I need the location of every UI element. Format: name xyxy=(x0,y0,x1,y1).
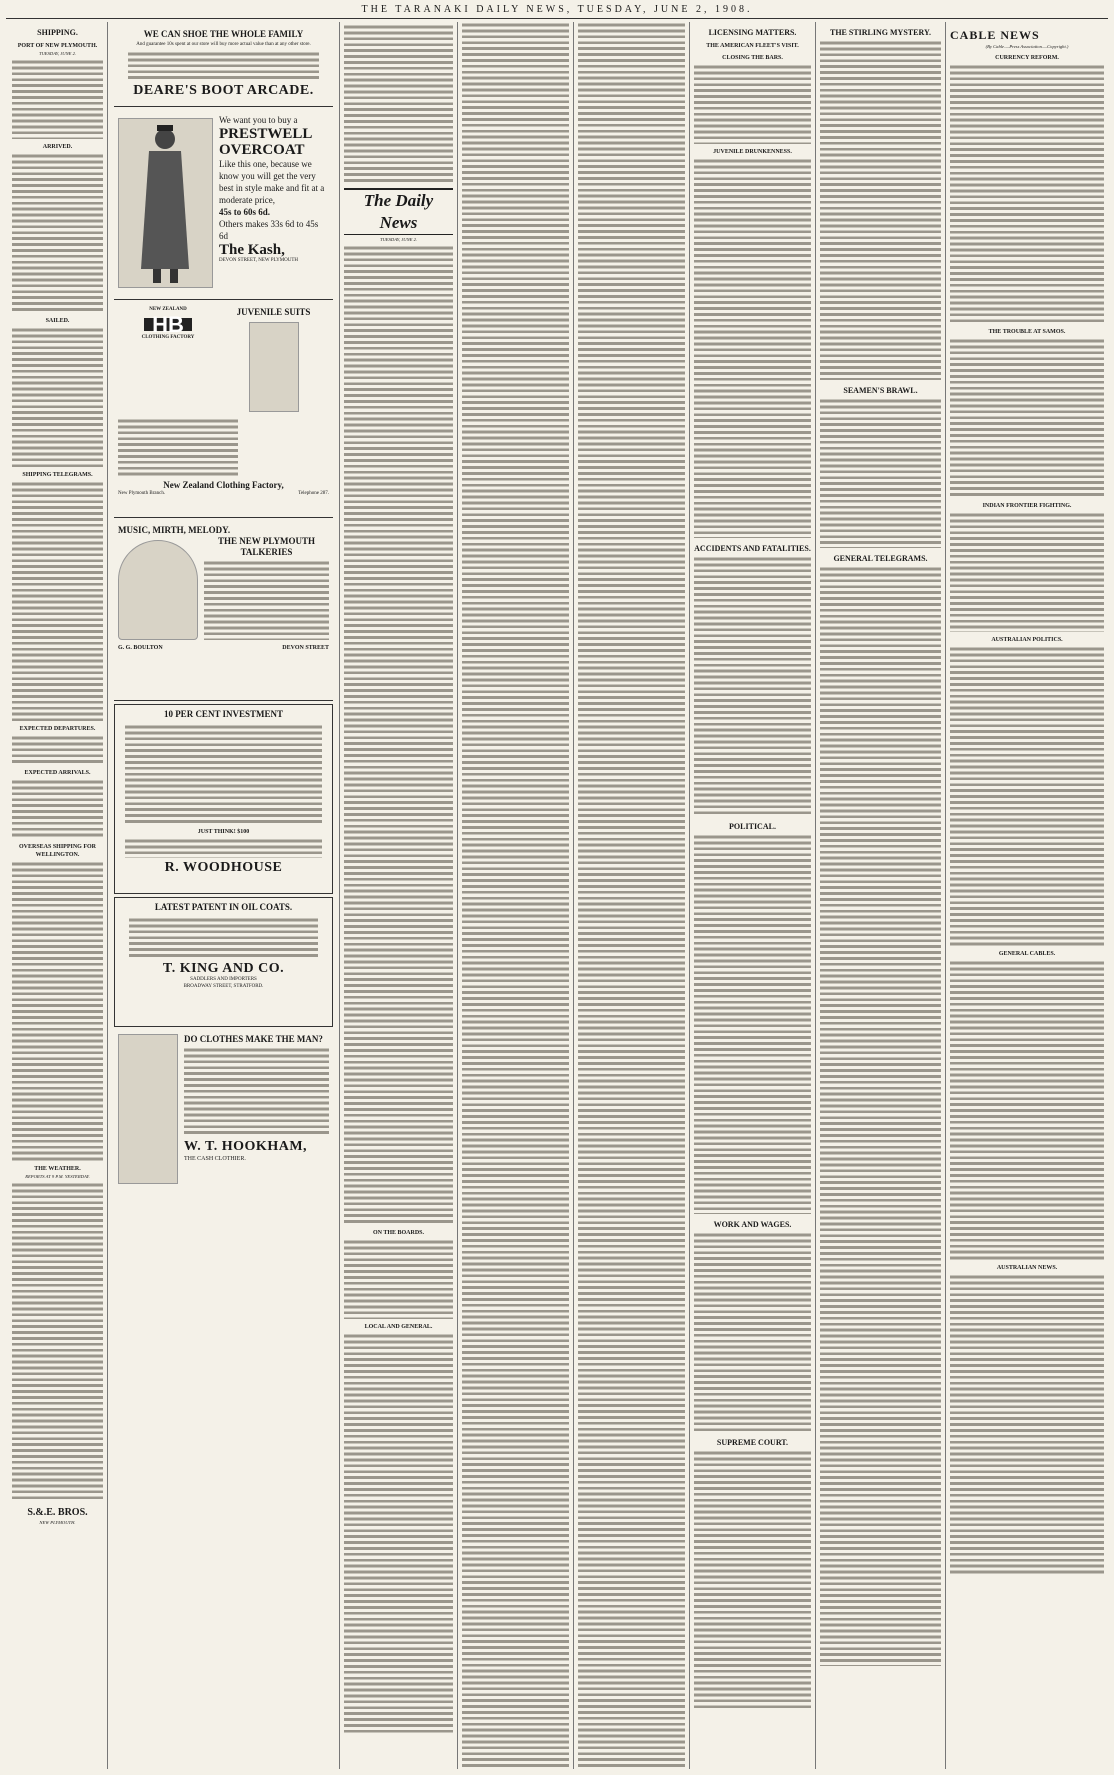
clothier-illustration xyxy=(118,1034,178,1184)
frontier-text xyxy=(950,512,1104,632)
editorial-text xyxy=(344,245,453,1225)
local-text xyxy=(344,1333,453,1733)
weather-heading: THE WEATHER. xyxy=(34,1166,81,1172)
arrivals-text xyxy=(12,779,103,839)
investment-title: 10 PER CENT INVESTMENT xyxy=(163,709,284,719)
shipping-column xyxy=(8,22,108,1769)
kash-address: DEVON STREET, NEW PLYMOUTH xyxy=(219,258,299,263)
king-sub: SADDLERS AND IMPORTERS xyxy=(190,977,257,982)
closing-heading: CLOSING THE BARS. xyxy=(722,55,783,61)
date-line: TUESDAY, JUNE 2. xyxy=(38,51,77,56)
kash-line1: We want you to buy a xyxy=(219,115,298,125)
expected-arrivals-heading: EXPECTED ARRIVALS. xyxy=(24,770,91,776)
cable-news-heading: CABLE NEWS xyxy=(950,28,1040,42)
telegrams-text xyxy=(12,481,103,721)
nzcf-title: New Zealand Clothing Factory, xyxy=(163,480,284,490)
clothes-title: DO CLOTHES MAKE THE MAN? xyxy=(184,1034,323,1044)
currency-reform-heading: CURRENCY REFORM. xyxy=(995,55,1059,61)
hookham-ad xyxy=(114,1030,333,1210)
fleets-heading: THE AMERICAN FLEET'S VISIT. xyxy=(706,43,799,49)
on-the-boards-heading: ON THE BOARDS. xyxy=(372,1230,425,1236)
arrived-text xyxy=(12,153,103,313)
licensing-text xyxy=(694,158,811,538)
tide-table xyxy=(12,59,103,139)
advertisements-column xyxy=(108,22,340,1769)
cable-news-sub: (By Cable.—Press Association.—Copyright.) xyxy=(985,44,1069,49)
weather-text xyxy=(12,1182,103,1502)
patent-title: LATEST PATENT IN OIL COATS. xyxy=(154,902,293,912)
general-cables-heading: GENERAL CABLES. xyxy=(998,951,1056,957)
news-column-2 xyxy=(816,22,946,1769)
australian-news-text xyxy=(950,1274,1104,1574)
kash-ad xyxy=(114,110,333,300)
supreme-court-text xyxy=(694,1450,811,1710)
notices-text xyxy=(344,24,453,184)
aus-politics-text xyxy=(950,646,1104,946)
news-column-1 xyxy=(690,22,816,1769)
currency-text xyxy=(950,64,1104,324)
nzcf-phone: Telephone 287. xyxy=(298,491,329,496)
hb-logo: HB xyxy=(144,318,192,332)
kash-product: PRESTWELL OVERCOAT xyxy=(219,126,312,158)
stirling-text xyxy=(820,40,941,380)
indian-frontier-heading: INDIAN FRONTIER FIGHTING. xyxy=(982,503,1072,509)
hookham-sub: THE CASH CLOTHIER. xyxy=(184,1156,246,1162)
general-telegrams-heading: GENERAL TELEGRAMS. xyxy=(833,554,928,563)
boulton-street: DEVON STREET xyxy=(282,645,329,651)
deare-ad xyxy=(114,25,333,107)
political-heading: POLITICAL. xyxy=(729,822,776,831)
port-heading: PORT OF NEW PLYMOUTH. xyxy=(17,43,98,49)
nzcf-text xyxy=(118,418,238,478)
hookham-name: W. T. HOOKHAM, xyxy=(184,1139,308,1154)
australian-politics-heading: AUSTRALIAN POLITICS. xyxy=(991,637,1063,643)
accidents-text xyxy=(694,556,811,816)
investment-just: JUST THINK! $100 xyxy=(197,829,250,835)
telegrams-body-text xyxy=(820,566,941,1666)
licensing-heading: LICENSING MATTERS. xyxy=(708,28,797,37)
music-title: MUSIC, MIRTH, MELODY. xyxy=(118,525,231,535)
telegrams-heading: SHIPPING TELEGRAMS. xyxy=(22,472,93,478)
hb-factory: CLOTHING FACTORY xyxy=(141,335,195,341)
kash-name: The Kash, xyxy=(219,242,285,258)
closing-text xyxy=(694,64,811,144)
brawl-text xyxy=(820,398,941,548)
political-text xyxy=(694,834,811,1214)
expected-departures-heading: EXPECTED DEPARTURES. xyxy=(19,726,96,732)
seamens-brawl-heading: SEAMEN'S BRAWL. xyxy=(843,386,918,395)
arrived-heading: ARRIVED. xyxy=(42,144,73,150)
king-ad xyxy=(114,897,333,1027)
woodhouse-name: R. WOODHOUSE xyxy=(164,860,283,875)
overcoat-illustration xyxy=(118,118,213,288)
daily-news-title: The Daily News xyxy=(344,188,453,235)
accidents-heading: ACCIDENTS AND FATALITIES. xyxy=(694,544,811,553)
king-name: T. KING AND CO. xyxy=(162,961,285,976)
newspaper-masthead: THE TARANAKI DAILY NEWS, TUESDAY, JUNE 2, 1908. xyxy=(6,3,1108,19)
deare-subline: And guarantee 10s spent at our store will buy more actual value than at any other store. xyxy=(136,42,311,47)
work-wages-heading: WORK AND WAGES. xyxy=(713,1220,792,1229)
overseas-heading: OVERSEAS SHIPPING FOR WELLINGTON. xyxy=(18,844,96,858)
hookham-text xyxy=(184,1047,329,1137)
nz-clothing-ad xyxy=(114,303,333,518)
investment-text xyxy=(125,724,322,824)
reports-heading: REPORTS AT 9 P.M. YESTERDAY. xyxy=(25,1174,90,1179)
overseas-text xyxy=(12,861,103,1161)
boards-text xyxy=(344,1239,453,1319)
samos-text xyxy=(950,338,1104,498)
king-street: BROADWAY STREET, STRATFORD. xyxy=(183,983,264,989)
kash-line3: Like this one, because we know you will get the very best in style make and fit at a moderate price, xyxy=(219,159,325,205)
music-ad xyxy=(114,521,333,701)
editorial-date: TUESDAY, JUNE 2. xyxy=(379,237,418,242)
departures-text xyxy=(12,735,103,765)
stirling-heading: THE STIRLING MYSTERY. xyxy=(829,28,931,37)
sailed-heading: SAILED. xyxy=(45,318,70,324)
bottom-ad-title: S.&.E. BROS. xyxy=(27,1507,88,1518)
patent-text xyxy=(129,917,318,957)
kash-price: 45s to 60s 6d. xyxy=(219,207,271,217)
talkeries-text xyxy=(204,560,329,640)
work-wages-text xyxy=(694,1232,811,1432)
boy-suit-illustration xyxy=(249,322,299,412)
cable-news-column xyxy=(946,22,1108,1769)
investment-fine-print xyxy=(125,838,322,858)
talkeries-title: THE NEW PLYMOUTH TALKERIES xyxy=(217,536,316,557)
shipping-heading: SHIPPING. xyxy=(37,28,78,37)
local-column-1-text xyxy=(462,22,569,1769)
deare-title: DEARE'S BOOT ARCADE. xyxy=(133,82,314,98)
deare-text xyxy=(128,51,319,81)
australian-news-heading: AUSTRALIAN NEWS. xyxy=(996,1265,1058,1271)
hb-banner: NEW ZEALAND xyxy=(149,307,187,312)
deare-headline: WE CAN SHOE THE WHOLE FAMILY xyxy=(143,29,304,39)
gramophone-illustration xyxy=(118,540,198,640)
newspaper-columns xyxy=(8,22,1108,1769)
bottom-ad-address: NEW PLYMOUTH. xyxy=(39,1520,76,1525)
man-in-overcoat-icon xyxy=(119,119,212,287)
general-cables-text xyxy=(950,960,1104,1260)
local-general-heading: LOCAL AND GENERAL. xyxy=(364,1324,433,1330)
nzcf-sub: New Plymouth Branch. xyxy=(118,491,166,496)
supreme-court-heading: SUPREME COURT. xyxy=(716,1438,789,1447)
local-column-2-text xyxy=(578,22,685,1769)
local-column-1 xyxy=(458,22,574,1769)
local-column-2 xyxy=(574,22,690,1769)
boulton-name: G. G. BOULTON xyxy=(118,645,163,651)
investment-ad xyxy=(114,704,333,894)
trouble-samos-heading: THE TROUBLE AT SAMOS. xyxy=(988,329,1066,335)
juvenile-drunkenness-heading: JUVENILE DRUNKENNESS. xyxy=(713,149,792,155)
kash-others: Others makes 33s 6d to 45s 6d xyxy=(219,219,319,241)
juvenile-title: JUVENILE SUITS xyxy=(236,307,311,317)
editorial-column xyxy=(340,22,458,1769)
sailed-text xyxy=(12,327,103,467)
